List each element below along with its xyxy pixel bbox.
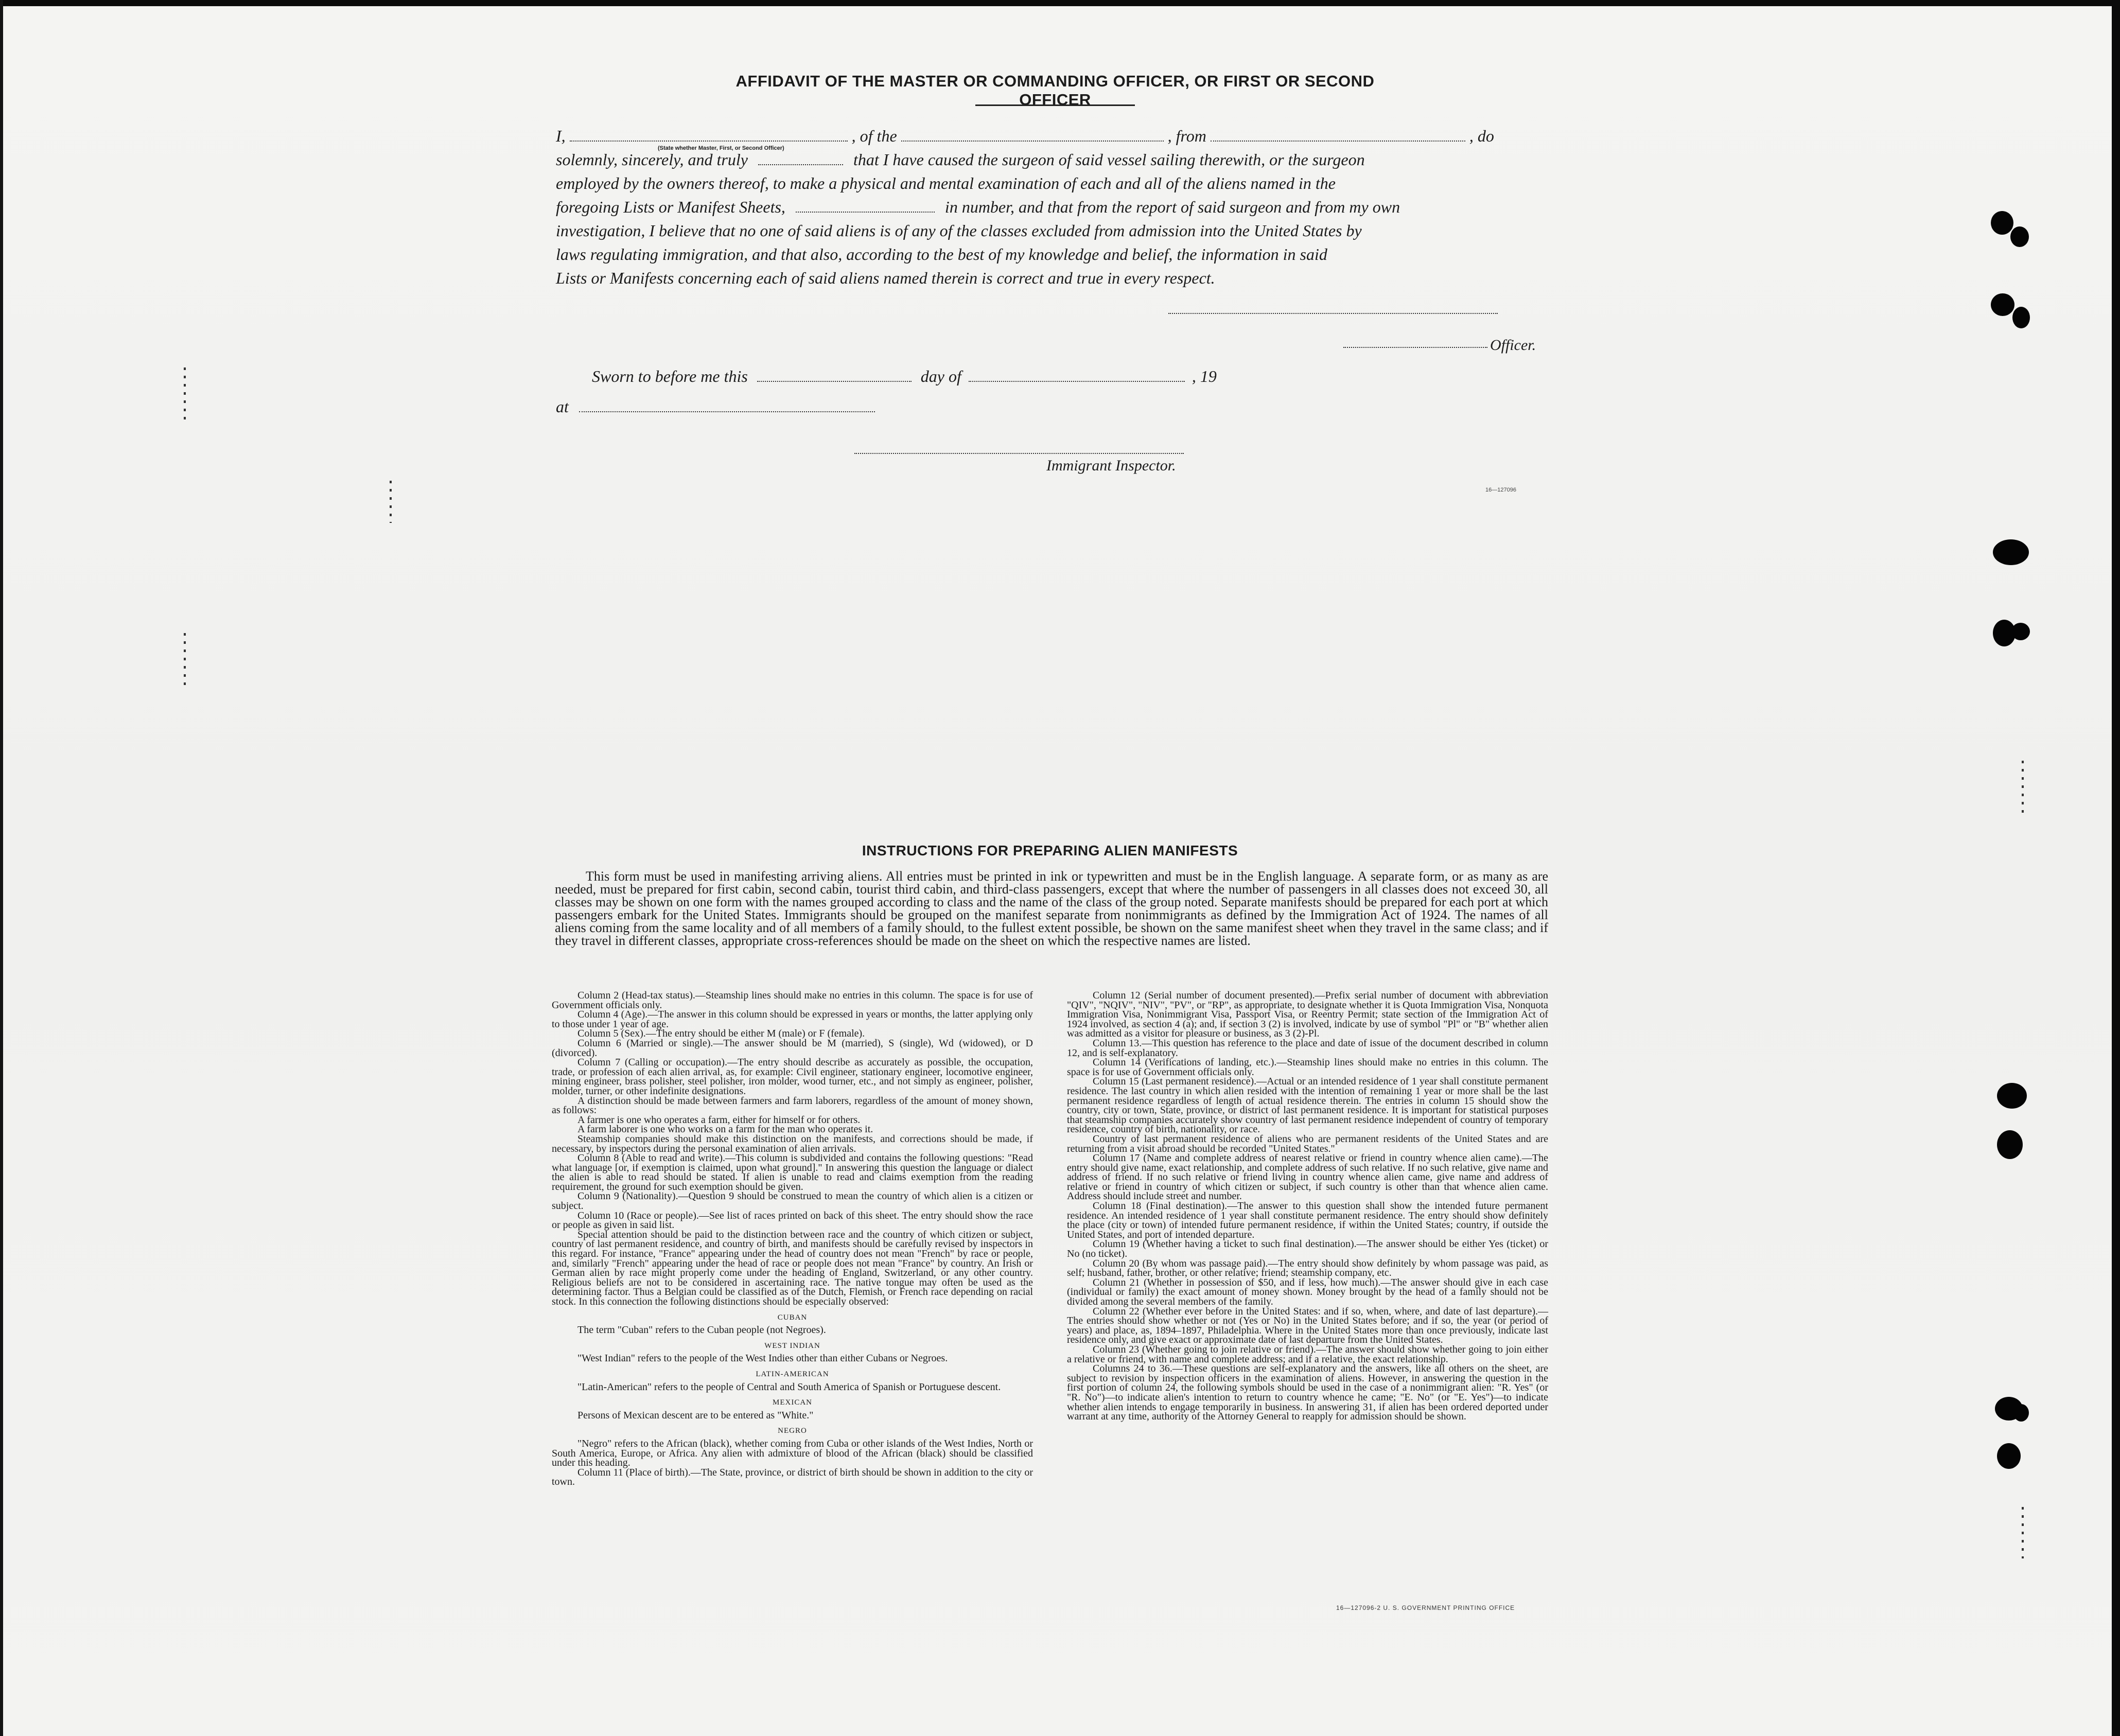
right-para: Column 12 (Serial number of document presented).—Prefix serial number of document with abbreviation "QIV", "NQIV", "NIV", "PV", or "RP", as appropriate, to designate whether it is Quota Immigration Visa, Nonquota Immigration Visa, Nonimmigrant Visa, Passport Visa, or Reentry Permit; state section of the Immigration Act of 1924 involved, as section 4 (a); and, if section 3 (2) is involved, indicate by use of symbol "Pl" or "B" whether alien was admitted as a visitor for pleasure or business, as 3 (2)-Pl.	[1067, 990, 1548, 1040]
affidavit-line-4	[556, 198, 1400, 217]
race-heading-cuban: CUBAN	[777, 1313, 808, 1322]
inspector-label: Immigrant Inspector.	[1046, 457, 1176, 474]
sworn-day-of: day of	[920, 367, 961, 385]
right-para: Column 13.—This question has reference to the place and date of issue of the document described in column 12, and is self-explanatory.	[1067, 1037, 1548, 1059]
left-para: Column 5 (Sex).—The entry should be either M (male) or F (female).	[577, 1028, 865, 1040]
punch-hole	[1997, 1443, 2021, 1469]
right-para: Column 18 (Final destination).—The answer to this question shall show the intended future permanent residence. An intended residence of 1 year shall constitute permanent residence. The entry should show definitely the place (city or town) of intended future permanent residence, if within the United States; country, if outside the United States, and port of intended departure.	[1067, 1200, 1548, 1240]
title-divider	[975, 104, 1135, 106]
left-para: A farm laborer is one who works on a farm for the man who operates it.	[577, 1124, 873, 1135]
punch-hole	[1993, 539, 2029, 565]
officer-rank-note: (State whether Master, First, or Second Officer)	[658, 145, 784, 151]
scan-specks	[184, 367, 186, 421]
at-place-field[interactable]	[579, 407, 875, 412]
race-heading-negro: NEGRO	[778, 1427, 807, 1435]
punch-hole	[2010, 226, 2029, 247]
left-para: Column 4 (Age).—The answer in this column should be expressed in years or months, the latter applying only to those under 1 year of age.	[552, 1009, 1033, 1030]
sworn-day-field[interactable]	[757, 377, 912, 382]
sworn-line	[592, 367, 1217, 386]
punch-hole	[1991, 293, 2014, 316]
affidavit-of-the: , of the	[851, 127, 897, 145]
left-para: Column 9 (Nationality).—Question 9 should be construed to mean the country of which alien is a citizen or subject.	[552, 1190, 1033, 1212]
officer-signature-line[interactable]	[1168, 313, 1498, 314]
affidavit-from: , from	[1167, 127, 1206, 145]
scan-border-left	[0, 0, 3, 1736]
left-para: Column 8 (Able to read and write).—This column is subdivided and contains the following questions: "Read what language [or, if exemption is claimed, upon what ground]." In answering this question the language or dialect the alien is able to read should be stated. If alien is unable to read and claims exemption from the reading requirement, the ground for such exemption should be given.	[552, 1152, 1033, 1193]
punch-hole	[2011, 623, 2030, 640]
affidavit-line-1	[556, 127, 1494, 146]
race-heading-mexican: MEXICAN	[773, 1398, 812, 1407]
right-para: Column 15 (Last permanent residence).—Actual or an intended residence of 1 year shall constitute permanent residence. The last country in which alien resided with the intention of remaining 1 year or more shall be the last permanent residence regardless of length of actual residence therein. The entries in column 15 should show the country, city or town, State, province, or district of last permanent residence. It is important for statistical purposes that steamship companies accurately show country of last permanent residence independent of country of temporary residence, country of birth, nationality, or race.	[1067, 1076, 1548, 1135]
race-text-west-indian: "West Indian" refers to the people of the West Indies other than either Cubans or Negroes.	[577, 1353, 948, 1364]
inspector-signature-line[interactable]	[854, 453, 1184, 454]
right-para: Columns 24 to 36.—These questions are self-explanatory and the answers, like all others on the sheet, are subject to revision by inspection officers in the examination of aliens. However, in answering the question in the first portion of column 24, the following symbols should be used in the case of a nonimmigrant alien: "R. Yes" (or "R. No")—to indicate alien's intention to return to country whence he came; "E. No" (or "E. Yes")—to indicate whether alien intends to engage temporarily in business. In answering 31, if alien has been ordered deported under warrant at any time, authority of the Attorney General to reapply for admission should be shown.	[1067, 1363, 1548, 1423]
truly-field[interactable]	[758, 160, 843, 165]
scan-specks	[184, 633, 186, 687]
affidavit-line-3: employed by the owners thereof, to make a physical and mental examination of each and all of the aliens named in the	[556, 174, 1336, 192]
right-para: Column 23 (Whether going to join relative or friend).—The answer should show whether going to join either a relative or friend, with name and complete address; and if a relative, the exact relationship.	[1067, 1343, 1548, 1365]
affidavit-line-6: laws regulating immigration, and that also, according to the best of my knowledge and belief, the information in said	[556, 245, 1327, 264]
race-text-mexican: Persons of Mexican descent are to be entered as "White."	[577, 1409, 814, 1421]
punch-hole	[1997, 1130, 2023, 1159]
affidavit-line-2b: that I have caused the surgeon of said vessel sailing therewith, or the surgeon	[853, 150, 1365, 169]
race-text-cuban: The term "Cuban" refers to the Cuban people (not Negroes).	[577, 1324, 826, 1336]
race-heading-latin-american: LATIN-AMERICAN	[756, 1370, 829, 1378]
at-label: at	[556, 397, 569, 416]
instructions-title: INSTRUCTIONS FOR PREPARING ALIEN MANIFESTS	[862, 843, 1238, 858]
vessel-name-field[interactable]	[901, 136, 1164, 142]
punch-hole	[1997, 1083, 2027, 1109]
officer-label: Officer.	[1490, 337, 1536, 354]
scan-specks	[390, 481, 392, 523]
race-text-negro: "Negro" refers to the African (black), whether coming from Cuba or other islands of the West Indies, North or South America, Europe, or Africa. Any alien with admixture of blood of the African (black) should be classified under this heading.	[552, 1437, 1033, 1469]
instructions-left-column	[552, 991, 1033, 1487]
affidavit-line-4b: in number, and that from the report of said surgeon and from my own	[944, 198, 1400, 216]
port-from-field[interactable]	[1211, 136, 1465, 142]
printing-office-note: 16—127096-2 U. S. GOVERNMENT PRINTING OFFICE	[1336, 1604, 1515, 1611]
scan-specks	[2022, 761, 2024, 817]
at-line	[556, 397, 875, 416]
left-para: A distinction should be made between farmers and farm laborers, regardless of the amount of money shown, as follows:	[552, 1095, 1033, 1116]
left-para: A farmer is one who operates a farm, either for himself or for others.	[577, 1114, 861, 1126]
scan-specks	[2022, 1507, 2024, 1558]
punch-hole	[2012, 307, 2030, 328]
affidavit-title: AFFIDAVIT OF THE MASTER OR COMMANDING OFFICER, OR FIRST OR SECOND OFFICER	[735, 72, 1375, 109]
left-para: Steamship companies should make this distinction on the manifests, and corrections should be made, if necessary, by inspectors during the personal examination of alien arrivals.	[552, 1133, 1033, 1154]
sheet-count-field[interactable]	[796, 207, 935, 213]
left-para: Special attention should be paid to the distinction between race and the country of which citizen or subject, country of last permanent residence, and country of birth, and manifests should be carefully revised by inspectors in this regard. For instance, "France" appearing under the head of country does not mean "French" by race or people, and, similarly "French" appearing under the head of race or people does not mean "France" by country. An Irish or German alien by race might properly come under the heading of England, Switzerland, or any other country. Religious beliefs are not to be considered in ascertaining race. The native tongue may often be used as the determining factor. Thus a Belgian could be classified as of the Dutch, Flemish, or French race depending on racial stock. In this connection the following distinctions should be especially observed:	[552, 1229, 1033, 1307]
right-para: Column 17 (Name and complete address of nearest relative or friend in country whence alien came).—The entry should give name, exact relationship, and complete address of such relative. If no such relative, give name and address of friend. If no such relative or friend living in country whence alien came, give name and address of relative or friend in country of which citizen or subject, if such country is other than that whence alien came. Address should include street and number.	[1067, 1152, 1548, 1202]
race-text-latin-american: "Latin-American" refers to the people of Central and South America of Spanish or Portuguese descent.	[577, 1381, 1001, 1393]
scan-border-top	[0, 0, 2120, 6]
instructions-intro: This form must be used in manifesting arriving aliens. All entries must be printed in ink or typewritten and must be in the English language. A separate form, or as many as are needed, must be prepared for first cabin, second cabin, tourist third cabin, and third-class passengers, except that where the number of passengers in all classes does not exceed 30, all classes may be shown on one form with the names grouped according to class and the name of the class of the group noted. Separate manifests should be prepared for each port at which passengers embark for the United States. Immigrants should be grouped on the manifest separate from nonimmigrants as defined by the Immigration Act of 1924. The names of all aliens coming from the same locality and of all members of a family should, to the fullest extent possible, be shown on the same manifest sheet when they travel in the same class; and if they travel in different classes, appropriate cross-references should be made on the sheet on which the respective names are listed.	[555, 869, 1548, 948]
officer-rank-field[interactable]	[570, 136, 848, 142]
affidavit-line-7: Lists or Manifests concerning each of said aliens named therein is correct and true in every respect.	[556, 269, 1215, 287]
left-para: Column 7 (Calling or occupation).—The entry should describe as accurately as possible, the occupation, trade, or profession of each alien arrival, as, for example: Civil engineer, stationary engineer, locomotive engineer, mining engineer, brass polisher, steel polisher, iron molder, wood turner, etc., and not simply as engineer, polisher, molder, turner, or other indefinite designations.	[552, 1057, 1033, 1097]
affidavit-do: , do	[1469, 127, 1494, 145]
instructions-right-column	[1067, 991, 1548, 1422]
left-final-para: Column 11 (Place of birth).—The State, province, or district of birth should be shown in addition to the city or town.	[552, 1466, 1033, 1488]
right-para: Column 19 (Whether having a ticket to such final destination).—The answer should be either Yes (ticket) or No (no ticket).	[1067, 1238, 1548, 1260]
officer-title-line[interactable]	[1343, 347, 1487, 348]
right-para: Column 20 (By whom was passage paid).—The entry should show definitely by whom passage was paid, as self; husband, father, brother, or other relative; friend; steamship company, etc.	[1067, 1257, 1548, 1279]
right-para: Country of last permanent residence of aliens who are permanent residents of the United States and are returning from a visit abroad should be recorded "United States."	[1067, 1133, 1548, 1154]
right-para: Column 21 (Whether in possession of $50, and if less, how much).—The answer should give in each case (individual or family) the exact amount of money shown. Money brought by the head of a family should not be divided among the several members of the family.	[1067, 1276, 1548, 1307]
sworn-month-field[interactable]	[969, 377, 1185, 382]
right-para: Column 22 (Whether ever before in the United States: and if so, when, where, and date of last departure).—The entries should show whether or not (Yes or No) in the United States before; and if so, the year (or period of years) and place, as, 1894–1897, Philadelphia. Where in the United States more than once previously, indicate last residence only, and give exact or approximate date of last departure from the United States.	[1067, 1305, 1548, 1346]
sworn-year: , 19	[1192, 367, 1217, 385]
scan-border-right	[2112, 0, 2120, 1736]
affidavit-line-2a: solemnly, sincerely, and truly	[556, 150, 748, 169]
sworn-text: Sworn to before me this	[592, 367, 748, 385]
race-heading-west-indian: WEST INDIAN	[764, 1341, 820, 1350]
punch-hole	[2013, 1404, 2029, 1422]
punch-hole	[1991, 211, 2013, 235]
right-para: Column 14 (Verifications of landing, etc.).—Steamship lines should make no entries in this column. The space is for use of Government officials only.	[1067, 1057, 1548, 1078]
affidavit-line-4a: foregoing Lists or Manifest Sheets,	[556, 198, 785, 216]
affidavit-line-5: investigation, I believe that no one of said aliens is of any of the classes excluded from admission into the United States by	[556, 221, 1362, 240]
left-para: Column 2 (Head-tax status).—Steamship lines should make no entries in this column. The space is for use of Government officials only.	[552, 990, 1033, 1011]
affidavit-line-2	[556, 150, 1365, 169]
form-number: 16—127096	[1485, 487, 1516, 493]
affidavit-i: I,	[556, 127, 566, 145]
left-para: Column 10 (Race or people).—See list of races printed on back of this sheet. The entry should show the race or people as given in said list.	[552, 1209, 1033, 1231]
left-para: Column 6 (Married or single).—The answer should be M (married), S (single), Wd (widowed), or D (divorced).	[552, 1037, 1033, 1059]
